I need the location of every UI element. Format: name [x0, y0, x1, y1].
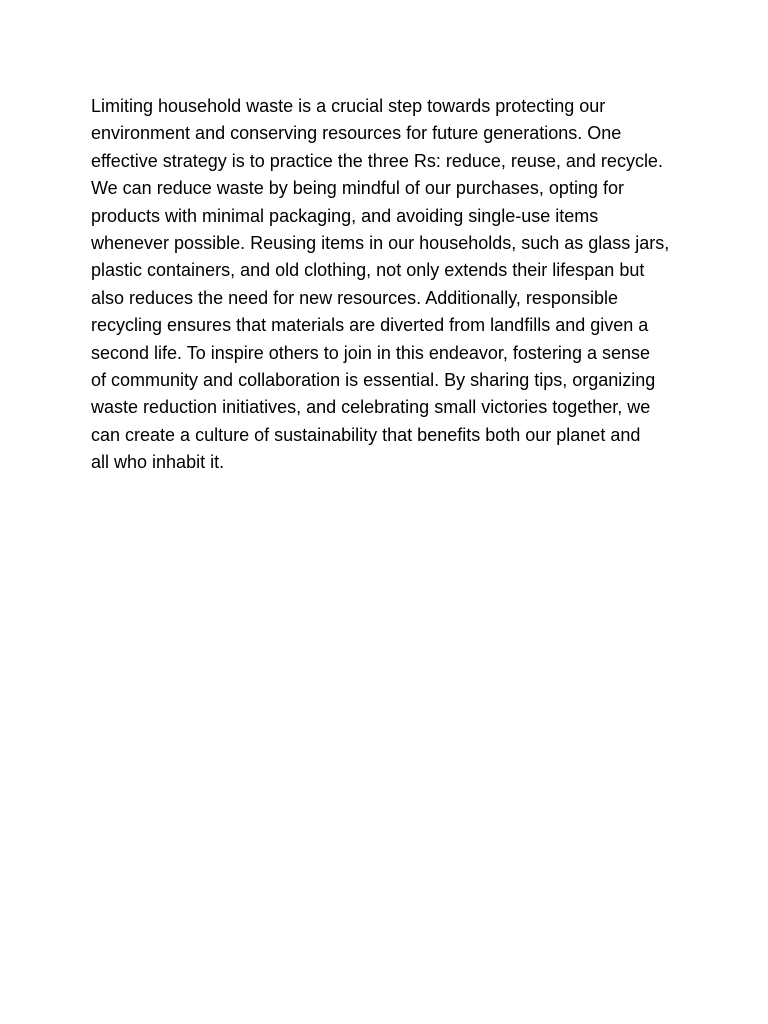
paragraph-line: recycling ensures that materials are diverted from landfills and given a — [91, 315, 649, 336]
paragraph-line: Limiting household waste is a crucial step towards protecting our — [91, 96, 606, 116]
paragraph-line: of community and collaboration is essential. By sharing tips, organizing — [91, 370, 656, 391]
paragraph-line: We can reduce waste by being mindful of our purchases, opting for — [91, 178, 624, 199]
paragraph-line: effective strategy is to practice the three Rs: reduce, reuse, and recycle. — [91, 150, 663, 171]
paragraph-line: all who inhabit it. — [91, 452, 225, 473]
paragraph-line: second life. To inspire others to join in this endeavor, fostering a sense — [91, 342, 651, 363]
paragraph-line: waste reduction initiatives, and celebrating small victories together, we — [91, 397, 651, 418]
paragraph-line: can create a culture of sustainability that benefits both our planet and — [91, 424, 641, 445]
paragraph-line: environment and conserving resources for future generations. One — [91, 123, 622, 144]
paragraph-line: plastic containers, and old clothing, not only extends their lifespan but — [91, 260, 645, 281]
paragraph-line: products with minimal packaging, and avoiding single-use items — [91, 205, 599, 226]
body-paragraph — [91, 93, 681, 477]
paragraph-line: whenever possible. Reusing items in our households, such as glass jars, — [91, 233, 670, 254]
paragraph-line: also reduces the need for new resources. Additionally, responsible — [91, 287, 618, 308]
